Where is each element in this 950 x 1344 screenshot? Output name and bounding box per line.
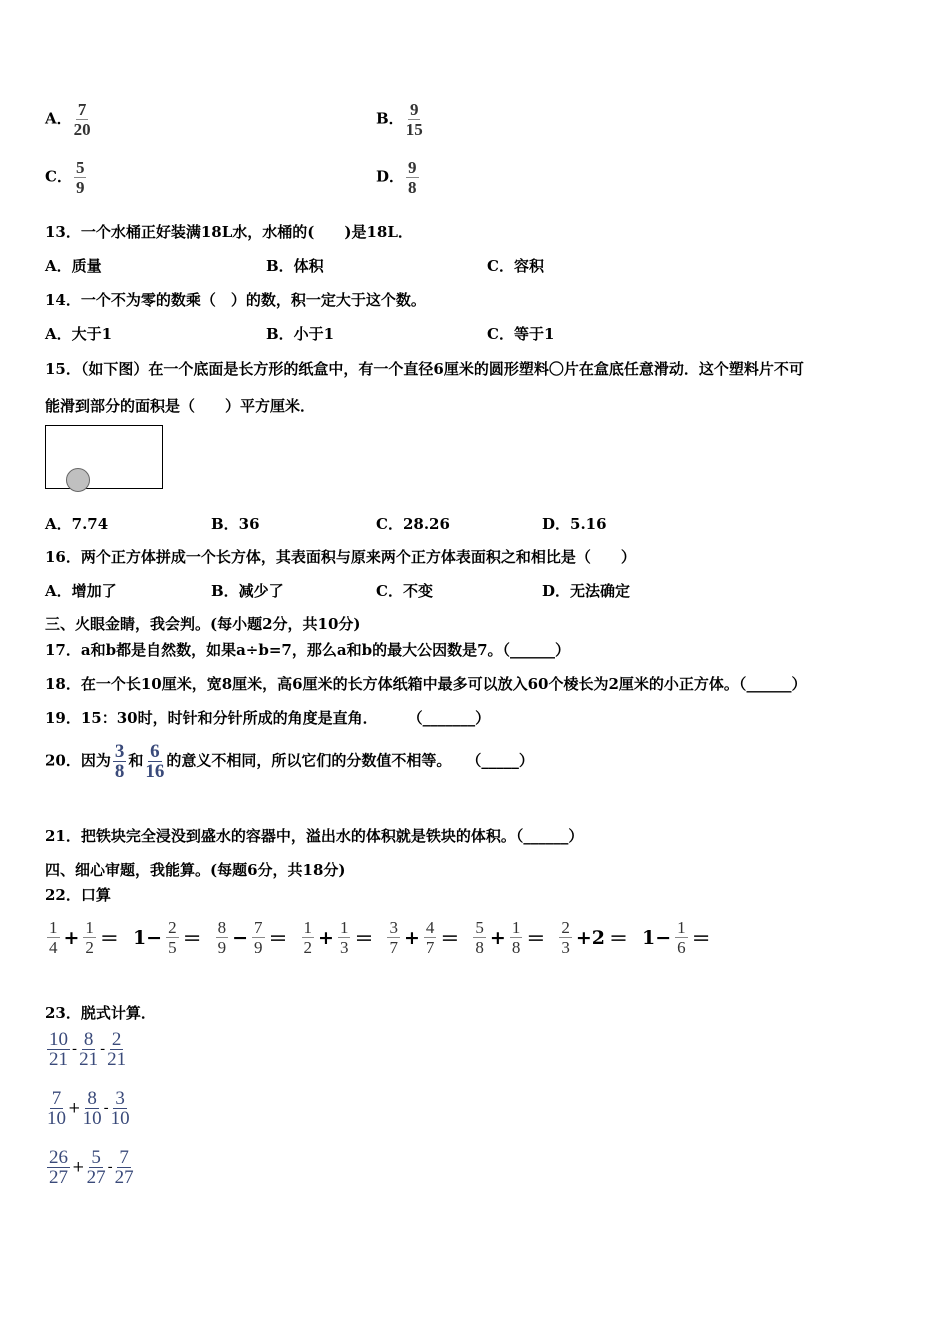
- denominator: 9: [75, 178, 85, 197]
- denominator: 8: [511, 938, 521, 957]
- fraction: [74, 100, 91, 139]
- denominator: 10: [47, 1108, 66, 1129]
- q20-prefix: 20．因为: [45, 751, 111, 770]
- circle-disc-icon: [66, 468, 90, 492]
- operator: +: [489, 926, 506, 949]
- numerator: 1: [85, 918, 94, 937]
- operator: +: [63, 926, 80, 949]
- q13-stem: 13．一个水桶正好装满18L水，水桶的( )是18L．: [45, 223, 413, 241]
- fraction: [424, 918, 437, 957]
- fraction: [559, 918, 572, 957]
- numerator: 4: [425, 918, 435, 937]
- q16-option-a[interactable]: A．增加了: [45, 582, 117, 600]
- numerator: 1: [677, 918, 686, 937]
- numerator: 7: [119, 1147, 129, 1168]
- q16-option-b[interactable]: B．减少了: [211, 582, 284, 600]
- mental-math-expression: [214, 918, 290, 957]
- denominator: 15: [405, 120, 423, 139]
- fraction: [387, 918, 400, 957]
- equals-sign: ＝: [691, 928, 711, 950]
- numerator: 7: [254, 918, 263, 937]
- denominator: 2: [85, 938, 94, 957]
- q20-suffix: 的意义不相同，所以它们的分数值不相等。 （_____）: [166, 751, 534, 770]
- calc-expression: [45, 1030, 136, 1089]
- denominator: 9: [217, 938, 227, 957]
- box-figure: [45, 425, 163, 489]
- mental-math-row: [45, 918, 723, 957]
- fraction: [675, 918, 688, 957]
- equals-sign: ＝: [99, 928, 119, 950]
- q13-option-b[interactable]: B．体积: [266, 257, 324, 275]
- q12-option-d[interactable]: [376, 158, 421, 197]
- numerator: 5: [475, 918, 484, 937]
- numerator: 3: [115, 1088, 125, 1109]
- denominator: 4: [49, 938, 58, 957]
- denominator: 21: [49, 1049, 68, 1070]
- denominator: 7: [389, 938, 398, 957]
- fraction: [302, 918, 315, 957]
- q12-option-a[interactable]: [45, 100, 93, 139]
- numerator: 7: [77, 100, 87, 119]
- numerator: 1: [49, 918, 58, 937]
- q14-option-c[interactable]: C．等于1: [487, 325, 555, 343]
- q22-title: 22．口算: [45, 886, 111, 904]
- option-label: C．: [45, 167, 72, 186]
- fraction: [338, 918, 351, 957]
- denominator: 21: [79, 1049, 99, 1070]
- mental-math-expression: [45, 918, 121, 957]
- equals-sign: ＝: [182, 928, 202, 950]
- mental-math-expression: [385, 918, 461, 957]
- denominator: 3: [339, 938, 349, 957]
- calc-expression: [45, 1089, 136, 1148]
- mental-math-expression: [640, 918, 713, 957]
- fraction: [47, 918, 60, 957]
- q15-option-c[interactable]: C．28.26: [376, 515, 450, 533]
- operator: -: [100, 1039, 106, 1058]
- numerator: 8: [83, 1029, 94, 1050]
- fraction: [47, 1030, 70, 1069]
- numerator: 8: [87, 1088, 97, 1109]
- mental-math-expression: [471, 918, 547, 957]
- numerator: 6: [150, 741, 160, 762]
- denominator: 8: [114, 761, 125, 782]
- leading-term: 1−: [642, 926, 672, 949]
- fraction: [166, 918, 179, 957]
- q16-option-d[interactable]: D．无法确定: [542, 582, 631, 600]
- denominator: 6: [677, 938, 686, 957]
- fraction: [406, 158, 419, 197]
- section-4-heading: 四、细心审题，我能算。(每题6分，共18分): [45, 861, 346, 879]
- equals-sign: ＝: [268, 928, 288, 950]
- equals-sign: ＝: [440, 928, 460, 950]
- operator: -: [72, 1039, 78, 1058]
- numerator: 3: [114, 741, 125, 762]
- denominator: 8: [408, 178, 417, 197]
- fraction: [83, 918, 96, 957]
- section-3-heading: 三、火眼金睛，我会判。(每小题2分，共10分): [45, 615, 361, 633]
- operator: -: [107, 1157, 113, 1176]
- denominator: 20: [73, 120, 91, 139]
- q15-option-b[interactable]: B．36: [211, 515, 260, 533]
- fraction: [113, 742, 127, 781]
- q14-option-a[interactable]: A．大于1: [45, 325, 113, 343]
- calc-rows: [45, 1030, 136, 1207]
- operator: +: [403, 926, 420, 949]
- mental-math-expression: [300, 918, 376, 957]
- q21: 21．把铁块完全浸没到盛水的容器中，溢出水的体积就是铁块的体积。（______）: [45, 827, 584, 845]
- operator: +: [68, 1098, 81, 1117]
- numerator: 9: [409, 100, 419, 119]
- fraction: [47, 1148, 70, 1187]
- numerator: 9: [408, 158, 417, 177]
- q12-option-c[interactable]: [45, 158, 88, 197]
- q18: 18．在一个长10厘米，宽8厘米，高6厘米的长方体纸箱中最多可以放入60个棱长为2厘米的小正方体。（______）: [45, 675, 807, 693]
- fraction: [252, 918, 265, 957]
- fraction: [510, 918, 523, 957]
- numerator: 1: [511, 918, 521, 937]
- mental-math-expression: [557, 918, 630, 957]
- denominator: 3: [561, 938, 570, 957]
- q13-option-c[interactable]: C．容积: [487, 257, 544, 275]
- denominator: 27: [86, 1167, 106, 1188]
- option-label: D．: [376, 167, 405, 186]
- numerator: 10: [49, 1029, 68, 1050]
- denominator: 10: [82, 1108, 102, 1129]
- equals-sign: ＝: [608, 928, 628, 950]
- q15-option-a[interactable]: A．7.74: [45, 515, 109, 533]
- q17: 17．a和b都是自然数，如果a÷b=7，那么a和b的最大公因数是7。（______）: [45, 641, 571, 659]
- option-label: B．: [376, 109, 404, 128]
- denominator: 2: [303, 938, 313, 957]
- q14-option-b[interactable]: B．小于1: [266, 325, 335, 343]
- fraction: [79, 1030, 98, 1069]
- denominator: 8: [475, 938, 484, 957]
- denominator: 27: [49, 1167, 68, 1188]
- denominator: 7: [425, 938, 435, 957]
- fraction: [47, 1089, 66, 1128]
- numerator: 5: [91, 1147, 101, 1168]
- denominator: 10: [110, 1108, 130, 1129]
- denominator: 9: [254, 938, 263, 957]
- numerator: 8: [217, 918, 227, 937]
- operator: +: [72, 1157, 85, 1176]
- numerator: 1: [339, 918, 349, 937]
- operator: −: [232, 926, 249, 949]
- fraction: [406, 100, 423, 139]
- q19: 19．15：30时，时针和分针所成的角度是直角． （_______）: [45, 709, 491, 727]
- fraction: [473, 918, 486, 957]
- q14-stem: 14．一个不为零的数乘（ ）的数，积一定大于这个数。: [45, 291, 426, 309]
- fraction: [145, 742, 164, 781]
- q15-option-d[interactable]: D．5.16: [542, 515, 607, 533]
- denominator: 5: [168, 938, 177, 957]
- numerator: 5: [75, 158, 85, 177]
- fraction: [216, 918, 229, 957]
- q15-stem-line1: 15．（如下图）在一个底面是长方形的纸盒中，有一个直径6厘米的圆形塑料〇片在盒底任意滑动．这个塑料片不可: [45, 360, 804, 378]
- fraction: [83, 1089, 102, 1128]
- fraction: [115, 1148, 134, 1187]
- fraction: [87, 1148, 106, 1187]
- fraction: [111, 1089, 130, 1128]
- numerator: 2: [111, 1029, 122, 1050]
- numerator: 2: [561, 918, 570, 937]
- leading-term: 1−: [132, 926, 163, 949]
- q13-option-a[interactable]: A．质量: [45, 257, 102, 275]
- operator: -: [103, 1098, 109, 1117]
- numerator: 26: [49, 1147, 68, 1168]
- equals-sign: ＝: [526, 928, 546, 950]
- calc-expression: [45, 1148, 136, 1207]
- option-label: A．: [45, 109, 72, 128]
- numerator: 2: [168, 918, 177, 937]
- numerator: 1: [303, 918, 313, 937]
- fraction: [107, 1030, 126, 1069]
- denominator: 16: [145, 761, 165, 782]
- numerator: 3: [389, 918, 398, 937]
- equals-sign: ＝: [354, 928, 374, 950]
- q16-stem: 16．两个正方体拼成一个长方体，其表面积与原来两个正方体表面积之和相比是（ ）: [45, 548, 636, 566]
- denominator: 21: [107, 1049, 127, 1070]
- q15-stem-line2: 能滑到部分的面积是（ ）平方厘米．: [45, 397, 316, 415]
- numerator: 7: [51, 1088, 62, 1109]
- denominator: 27: [114, 1167, 134, 1188]
- q20: [45, 742, 534, 781]
- operator: +: [318, 926, 334, 949]
- q20-mid: 和: [128, 751, 144, 770]
- trailing-term: +2: [575, 926, 605, 949]
- q16-option-c[interactable]: C．不变: [376, 582, 433, 600]
- mental-math-expression: [131, 918, 204, 957]
- fraction: [74, 158, 87, 197]
- q23-title: 23．脱式计算．: [45, 1004, 156, 1022]
- q12-option-b[interactable]: [376, 100, 425, 139]
